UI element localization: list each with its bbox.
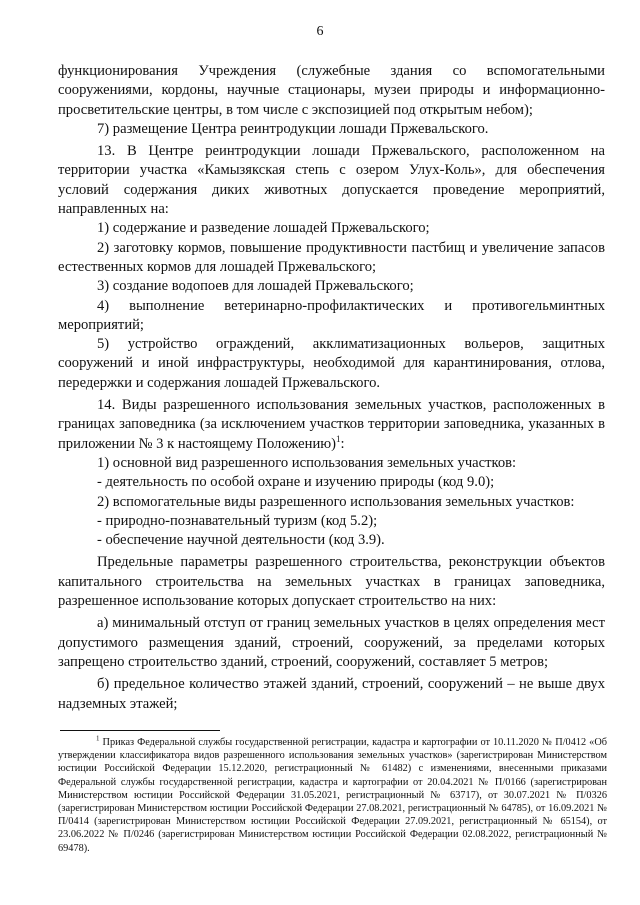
paragraph-13-item-3: 3) создание водопоев для лошадей Пржевальского;	[97, 278, 414, 295]
paragraph-14-item-2-dash-a: - природно-познавательный туризм (код 5.2);	[97, 512, 378, 529]
paragraph-14-text: 14. Виды разрешенного использования земельных участков, расположенных в границах заповедника (за исключением участков территории заповедника, указанных в приложении № 3 к настоящему Положению)	[58, 397, 605, 452]
paragraph-13-item-2: 2) заготовку кормов, повышение продуктивности пастбищ и увеличение запасов естественных кормов для лошадей Пржевальского;	[58, 239, 605, 275]
paragraph-13-item-1: 1) содержание и разведение лошадей Пржевальского;	[97, 220, 430, 237]
paragraph-14-item-1: 1) основной вид разрешенного использования земельных участков:	[97, 454, 517, 471]
paragraph-14-item-1-dash: - деятельность по особой охране и изучению природы (код 9.0);	[97, 474, 495, 491]
paragraph-14-item-2-dash-b: - обеспечение научной деятельности (код 3.9).	[97, 532, 385, 549]
page-number: 6	[316, 24, 324, 39]
paragraph-13: 13. В Центре реинтродукции лошади Пржевальского, расположенном на территории участка «Камызякская степь с озером Улух-Коль», для обеспечения условий содержания диких животных допускается проведение мероприятий, направленных на:	[58, 143, 605, 218]
paragraph-parameters: Предельные параметры разрешенного строительства, реконструкции объектов капитального строительства на земельных участках в границах заповедника, разрешенное использование которых допускает строительство на них:	[58, 554, 605, 610]
paragraph-parameters-b: б) предельное количество этажей зданий, строений, сооружений – не выше двух надземных этажей;	[58, 676, 605, 712]
paragraph-14-colon: :	[340, 435, 345, 452]
paragraph-13-item-4: 4) выполнение ветеринарно-профилактических и противогельминтных мероприятий;	[58, 297, 605, 333]
footnote-text: Приказ Федеральной службы государственной регистрации, кадастра и картографии от 10.11.2020 № П/0412 «Об утверждении классификатора видов разрешенного использования земельных участков» (зарегистрирован Министерством юстиции Российской Федерации 15.12.2020, регистрационный № 61482) с изменениями, внесенными приказами Федеральной службы государственной регистрации, кадастра и картографии от 20.04.2021 № П/0166 (зарегистрирован Министерством юстиции Российской Федерации 31.05.2021, регистрационный № 63717), от 30.07.2021 № П/0326 (зарегистрирован Министерством юстиции Российской Федерации 27.08.2021, регистрационный № 64785), от 16.09.2021 № П/0414 (зарегистрирован Министерством юстиции Российской Федерации 27.09.2021, регистрационный № 65154), от 23.06.2022 № П/0246 (зарегистрирован Министерством юстиции Российской Федерации 02.08.2022, регистрационный № 69478).	[58, 737, 608, 854]
paragraph-item-7: 7) размещение Центра реинтродукции лошади Пржевальского.	[97, 120, 489, 137]
paragraph-14	[58, 396, 605, 454]
paragraph-13-item-5: 5) устройство ограждений, акклиматизационных вольеров, защитных сооружений и иной инфраструктуры, необходимой для карантинирования, отлова, передержки и содержания лошадей Пржевальского.	[58, 336, 605, 391]
footnote-reference: 1	[336, 433, 341, 444]
footnote-marker: 1	[96, 734, 100, 743]
paragraph-continuation: функционирования Учреждения (служебные здания со вспомогательными сооружениями, кордоны, научные стационары, музеи природы и информационно-просветительские центры, в том числе с экспозицией под открытым небом);	[58, 63, 605, 118]
footnote-separator	[60, 730, 220, 731]
paragraph-14-item-2: 2) вспомогательные виды разрешенного использования земельных участков:	[97, 493, 575, 510]
document-body	[58, 62, 605, 714]
footnote	[58, 736, 607, 855]
paragraph-parameters-a: а) минимальный отступ от границ земельных участков в целях определения мест допустимого размещения зданий, строений, сооружений, за пределами которых запрещено строительство зданий, строений, сооружений, составляет 5 метров;	[58, 615, 605, 670]
